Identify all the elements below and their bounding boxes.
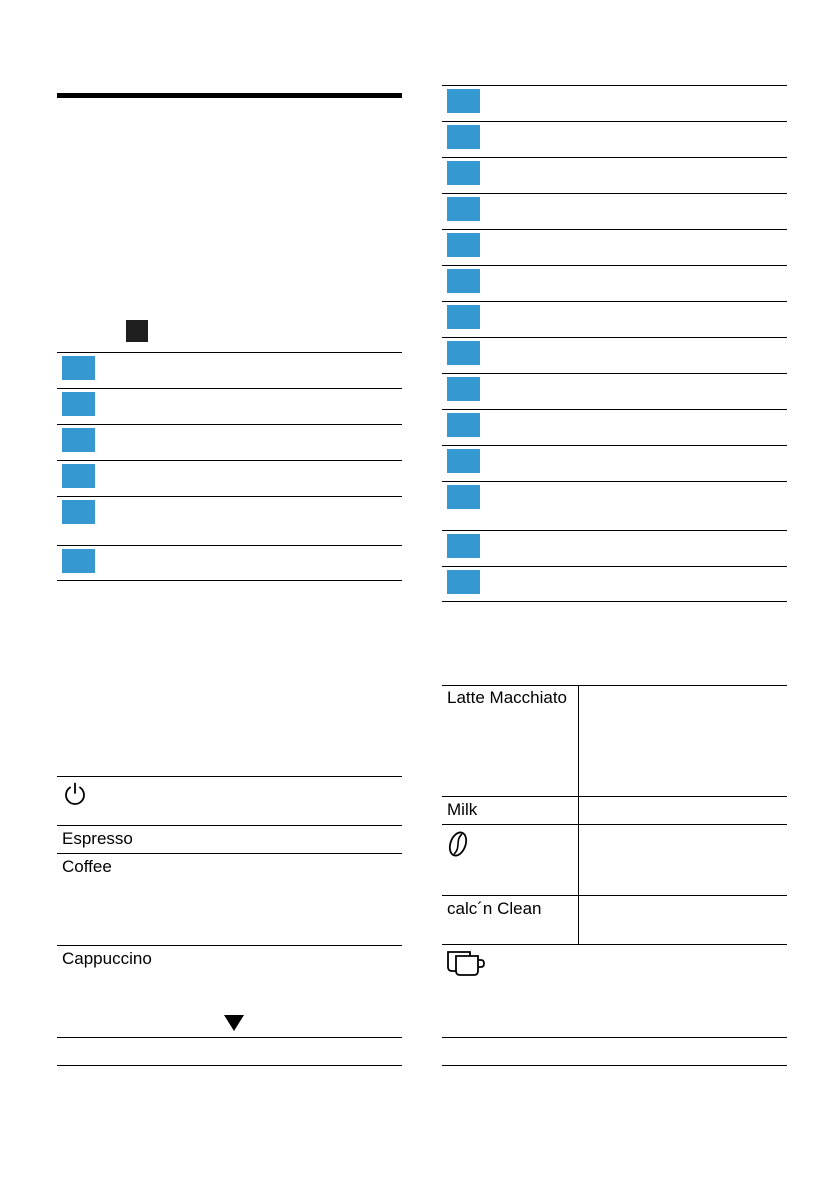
table-row-divider [442,301,787,302]
table-bottom-rule [442,601,787,602]
table-row-divider [57,853,402,854]
table-row-divider [442,796,787,797]
row-badge [62,356,95,380]
table-row-divider [442,121,787,122]
table-row-divider [442,685,787,686]
table-row-divider [442,265,787,266]
table-row-divider [57,352,402,353]
row-badge [447,341,480,365]
table-row-divider [57,545,402,546]
table-row-divider [57,776,402,777]
table-row-divider [57,424,402,425]
table-row-divider [57,496,402,497]
table-row-divider [442,530,787,531]
table-row-divider [442,409,787,410]
table-row-divider [57,460,402,461]
row-badge [447,570,480,594]
table-row-divider [442,824,787,825]
down-triangle-icon [223,1014,245,1032]
row-badge [447,161,480,185]
espresso-label: Espresso [62,829,133,848]
latte-macchiato-label: Latte Macchiato [447,688,568,707]
row-badge [447,377,480,401]
row-badge [447,269,480,293]
table-row-divider [442,337,787,338]
row-badge [447,449,480,473]
calc-n-clean-label: calc´n Clean [447,899,542,918]
column-divider [578,685,579,945]
table-row-divider [442,944,787,945]
row-badge [62,392,95,416]
row-badge [447,89,480,113]
table-row-divider [442,481,787,482]
row-badge [62,549,95,573]
row-badge [62,428,95,452]
table-row-divider [57,945,402,946]
two-cups-icon [446,950,486,976]
table-row-divider [442,1037,787,1038]
table-row-divider [442,566,787,567]
black-square-icon [126,320,148,342]
table-row-divider [57,388,402,389]
coffee-bean-icon [447,829,469,859]
row-badge [62,500,95,524]
row-badge [447,413,480,437]
row-badge [447,485,480,509]
table-row-divider [442,229,787,230]
row-badge [447,233,480,257]
table-row-divider [57,825,402,826]
table-bottom-rule [57,1065,402,1066]
table-row-divider [442,445,787,446]
table-bottom-rule [57,580,402,581]
row-badge [447,305,480,329]
row-badge [447,125,480,149]
section-top-rule [57,93,402,98]
row-badge [447,197,480,221]
row-badge [447,534,480,558]
table-row-divider [442,193,787,194]
table-bottom-rule [442,1065,787,1066]
table-row-divider [442,895,787,896]
table-row-divider [57,1037,402,1038]
table-top-rule [442,85,787,86]
milk-label: Milk [447,800,478,819]
coffee-label: Coffee [62,857,112,876]
table-row-divider [442,373,787,374]
cappuccino-label: Cappuccino [62,949,152,968]
row-badge [62,464,95,488]
table-row-divider [442,157,787,158]
power-icon [62,781,88,807]
